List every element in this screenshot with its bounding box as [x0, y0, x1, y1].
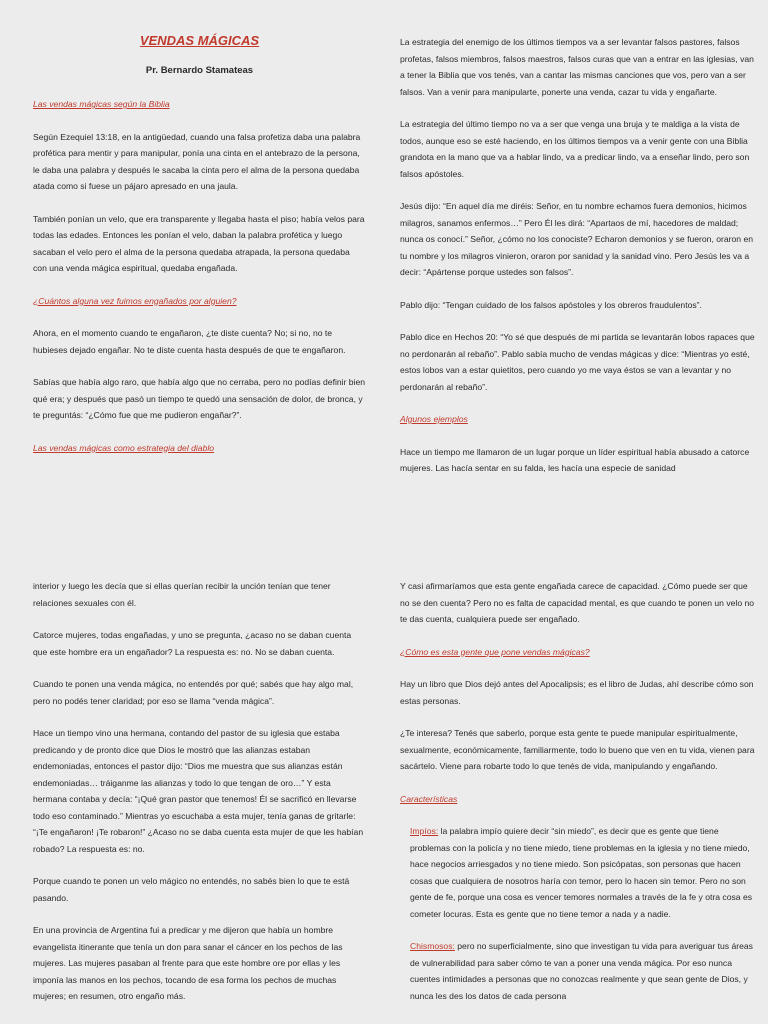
paragraph: La estrategia del último tiempo no va a ser que venga una bruja y te maldiga a la vista de todos, aunque eso se esté haciendo, en los últimos tiempos va a venir gente con una Biblia grandota en la mano que va a hablar lindo, va a predicar lindo, va a enseñar lindo, pero son falsos apóstoles.	[400, 119, 750, 179]
page-bottom-left	[0, 560, 384, 1024]
section-heading: Características	[400, 793, 458, 804]
section-heading: Las vendas mágicas como estrategia del diablo	[33, 442, 215, 453]
page-bottom-right	[384, 560, 768, 1024]
paragraph: Hace un tiempo vino una hermana, contando del pastor de su iglesia que estaba predicando y de pronto dice que Dios le mostró que las alianzas estaban endemoniadas, entonces el pastor dijo: “Dios me muestra que sus alianzas están endemoniadas… tráiganme las alianzas y todo lo que tengan de oro…” Y esta hermana contaba y decía: “¡Qué gran pastor que tenemos! Él se sacrificó en llevarse todo eso contaminado.” Mientras yo escuchaba a esta mujer, tenía ganas de gritarle: “¡Te engañaron! ¡Te robaron!” ¿Acaso no se daba cuenta esta mujer de que les habían robado? La respuesta es: no.	[33, 728, 364, 854]
paragraph: Sabías que había algo raro, que había algo que no cerraba, pero no podías definir bien qué era; y después que pasó un tiempo te quedó una sensación de dolor, de bronca, y te preguntás: “¿Cómo fue que me pudieron engañar?”.	[33, 377, 366, 420]
section-heading: ¿Cómo es esta gente que pone vendas mágicas?	[400, 646, 590, 657]
characteristic-text: la palabra impío quiere decir “sin miedo”, es decir que es gente que tiene problemas con la policía y no tiene miedo, tiene problemas en la iglesia y no tiene miedo, hace negocios arriesgados y no tiene miedo. Son psicópatas, son personas que hacen cosas que cualquiera de nosotros haría con temor, pero lo hacen sin temor. Pero no son gente de fe, porque una cosa es vencer temores normales a través de la fe y otra cosa es cometer locuras. Esta es gente que no tiene temor a nada y a nadie.	[410, 826, 753, 919]
section-heading: Las vendas mágicas según la Biblia	[33, 99, 170, 109]
paragraph: Hay un libro que Dios dejó antes del Apocalipsis; es el libro de Judas, ahí describe cómo son estas personas.	[400, 679, 754, 706]
paragraph: Pablo dice en Hechos 20: “Yo sé que después de mi partida se levantarán lobos rapaces que no perdonarán al rebaño”. Pablo sabía mucho de vendas mágicas y dice: “Mientras yo esté, estos lobos van a estar quietitos, pero cuando yo me vaya éstos se van a levantar y no perdonarán al rebaño”.	[400, 332, 755, 392]
characteristic-text: pero no superficialmente, sino que investigan tu vida para averiguar tus áreas de vulnerabilidad para saber cómo te van a poner una venda mágica. Por eso nunca cuentes intimidades a personas que no conozcas realmente y que sean gente de Dios, y nunca les des los datos de cada persona	[410, 941, 753, 1001]
paragraph: interior y luego les decía que si ellas querían recibir la unción tenían que tener relaciones sexuales con él.	[33, 581, 331, 608]
characteristic-term: Impíos:	[410, 826, 439, 836]
paragraph: También ponían un velo, que era transparente y llegaba hasta el piso; había velos para todas las edades. Entonces les ponían el velo, daban la palabra profética y luego sacaban el velo pero el alma de la persona quedaba atrapada, la persona quedaba con una venda mágica espiritual, quedaba engañada.	[33, 213, 365, 273]
paragraph: Pablo dijo: “Tengan cuidado de los falsos apóstoles y los obreros fraudulentos”.	[400, 299, 702, 310]
characteristic-term: Chismosos:	[410, 941, 455, 951]
page-top-left	[0, 0, 384, 540]
paragraph: En una provincia de Argentina fui a predicar y me dijeron que había un hombre evangelista itinerante que tenía un don para sanar el cáncer en los pechos de las mujeres. Las mujeres pasaban al frente para que este hombre ore por ellas y les imponía las manos en los pechos, tocando de esa forma los pechos de muchas mujeres; en resumen, otro engaño más.	[33, 925, 343, 1001]
section-heading: Algunos ejemplos	[400, 414, 468, 424]
paragraph: ¿Te interesa? Tenés que saberlo, porque esta gente te puede manipular espiritualmente, sexualmente, económicamente, familiarmente, todo lo bueno que ven en tu vida, vienen para sacártelo. Viene para robarte todo lo que tenés de vida, manipulando y engañando.	[400, 728, 755, 771]
characteristic-item	[400, 823, 758, 922]
paragraph: Ahora, en el momento cuando te engañaron, ¿te diste cuenta? No; si no, no te hubieses dejado engañar. No te diste cuenta hasta después de que te engañaron.	[33, 328, 346, 355]
paragraph: La estrategia del enemigo de los últimos tiempos va a ser levantar falsos pastores, falsos profetas, falsos miembros, falsos maestros, falsos curas que van a entrar en las iglesias, van a tener la Biblia que vos tenés, van a cantar las mismas canciones que vos, pero van a ser falsos. Van a venir para manipularte, ponerte una venda, cazar tu vida y engañarte.	[400, 37, 754, 97]
paragraph: Porque cuando te ponen un velo mágico no entendés, no sabés bien lo que te está pasando.	[33, 876, 350, 903]
document-author: Pr. Bernardo Stamateas	[145, 65, 254, 76]
section-heading: ¿Cuántos alguna vez fuimos engañados por alguien?	[33, 295, 237, 306]
document-title: VENDAS MÁGICAS	[139, 33, 260, 48]
paragraph: Y casi afirmaríamos que esta gente engañada carece de capacidad. ¿Cómo puede ser que no se den cuenta? Pero no es falta de capacidad mental, es que cuando te ponen un velo no te das cuenta, cualquiera puede ser engañado.	[400, 581, 755, 624]
page-top-right	[384, 0, 768, 540]
characteristic-item	[400, 938, 758, 1004]
paragraph: Cuando te ponen una venda mágica, no entendés por qué; sabés que hay algo mal, pero no podés tener claridad; por eso se llama “venda mágica”.	[33, 679, 354, 706]
paragraph: Jesús dijo: “En aquel día me diréis: Señor, en tu nombre echamos fuera demonios, hicimos milagros, sanamos enfermos…” Pero Él les dirá: “Apartaos de mí, hacedores de maldad; nunca os conocí.” Señor, ¿cómo no los conociste? Echaron demonios y se fueron, oraron en tu nombre y los milagros vinieron, oraron por sanidad y la sanidad vino. Pero Jesús les va a decir: “Apártense porque ustedes son falsos”.	[400, 201, 754, 277]
paragraph: Hace un tiempo me llamaron de un lugar porque un líder espiritual había abusado a catorce mujeres. Las hacía sentar en su falda, les hacía una especie de sanidad	[400, 446, 750, 473]
paragraph: Catorce mujeres, todas engañadas, y uno se pregunta, ¿acaso no se daban cuenta que este hombre era un engañador? La respuesta es: no. No se daban cuenta.	[33, 630, 352, 657]
paragraph: Según Ezequiel 13:18, en la antigüedad, cuando una falsa profetiza daba una palabra profética para mentir y para manipular, ponía una cinta en el antebrazo de la persona, le daba una palabra y después le sacaba la cinta pero el alma de la persona quedaba atada como si fuese un pájaro apresado en una jaula.	[33, 131, 361, 191]
